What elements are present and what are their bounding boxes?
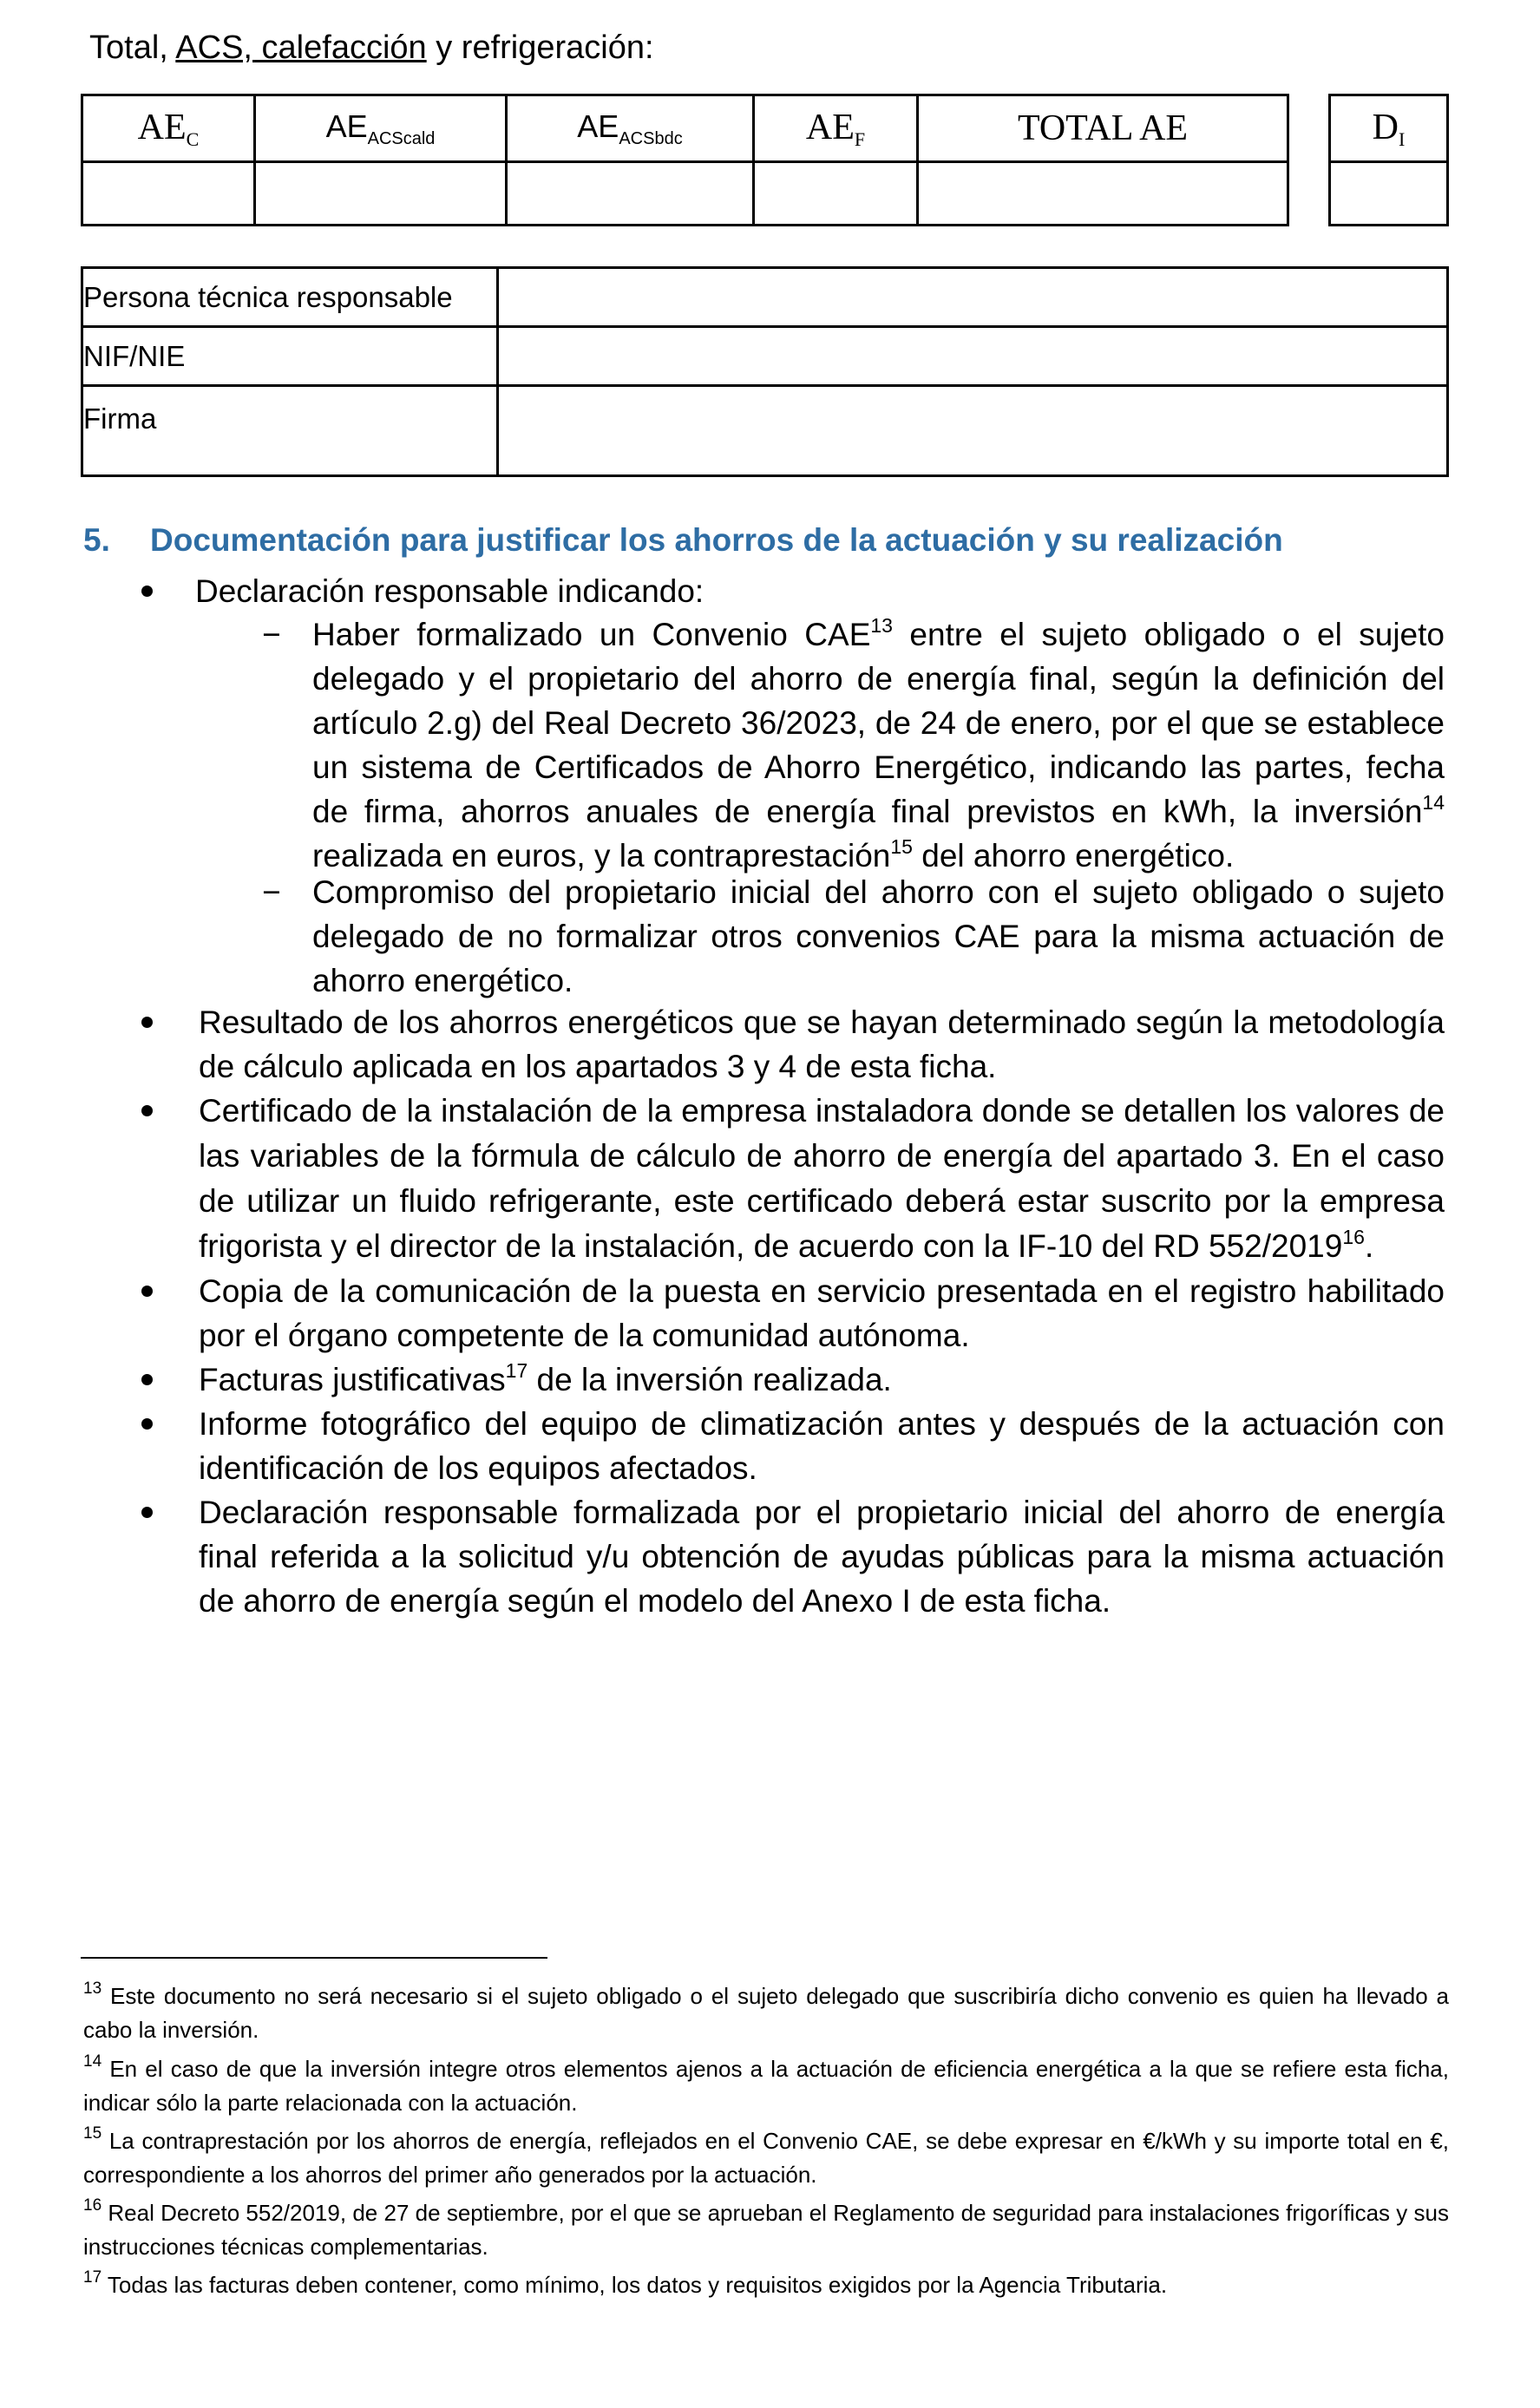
section-number: 5. [83,522,110,558]
bullet-declaration: Declaración responsable indicando: [195,573,704,609]
bullet-dot [141,1507,153,1518]
signature-field[interactable] [498,386,1448,476]
nif-field[interactable] [498,327,1448,386]
bullet-dot [141,586,153,597]
subitem-convenio: Haber formalizado un Convenio CAE$^{13}$ entre el sujeto obligado o el sujeto delegado y el propietario del ahorro de energía final, según la definición del artículo 2.g) del Real Decreto 36/2023, de 24 de enero, por el que se establece un sistema de Certificados de Ahorro Energético, indicando las partes, fecha de firma, ahorros anuales de energía final previstos en kWh, la inversión$^{14}$ realizada en euros, y la contraprestación$^{15}$ del ahorro energético. [312,614,1445,874]
bullet-dot [141,1374,153,1385]
nif-label: NIF/NIE [82,327,498,386]
footnote-16: $^{16}$ Real Decreto 552/2019, de 27 de septiembre, por el que se aprueban el Reglamento de seguridad para instalaciones frigoríficas y sus instrucciones técnicas complementarias. [83,2196,1449,2260]
ae-f-header: $AE_F$ [754,95,918,162]
bullet-dot [141,1418,153,1430]
responsible-field[interactable] [498,268,1448,327]
ae-acsbdc-header: $AE_{ACSbdc}$ [507,95,754,162]
ae-acscald-cell[interactable] [255,162,507,226]
dash-marker: − [262,617,281,652]
footnote-15: $^{15}$ La contraprestación por los ahorros de energía, reflejados en el Convenio CAE, se debe expresar en €/kWh y su importe total en €, correspondiente a los ahorros del primer año generados por la actuación. [83,2124,1449,2188]
bullet-facturas: Facturas justificativas$^{17}$ de la inversión realizada. [199,1359,892,1397]
bullet-dot [141,1105,153,1116]
bullet-dot [141,1017,153,1028]
responsible-label: Persona técnica responsable [82,268,498,327]
ae-table [81,94,1289,226]
footnote-13: $^{13}$ Este documento no será necesario si el sujeto obligado o el sujeto delegado que suscribiría dicho convenio es quien ha llevado a cabo la inversión. [83,1979,1449,2043]
bullet-dot [141,1286,153,1297]
bullet-informe: Informe fotográfico del equipo de climatización antes y después de la actuación con identificación de los equipos afectados. [199,1406,1445,1486]
ae-c-cell[interactable] [82,162,255,226]
footnote-14: $^{14}$ En el caso de que la inversión integre otros elementos ajenos a la actuación de eficiencia energética a la que se refiere esta ficha, indicar sólo la parte relacionada con la actuación. [83,2052,1449,2116]
dash-marker: − [262,874,281,910]
footnote-17: $^{17}$ Todas las facturas deben contener, como mínimo, los datos y requisitos exigidos por la Agencia Tributaria. [83,2268,1168,2298]
di-table [1328,94,1449,226]
ae-f-cell[interactable] [754,162,918,226]
ae-c-header: $AE_C$ [82,95,255,162]
bullet-declaracion-ayudas: Declaración responsable formalizada por el propietario inicial del ahorro de energía final referida a la solicitud y/u obtención de ayudas públicas para la misma actuación de ahorro de energía según el modelo del Anexo I de esta ficha. [199,1495,1445,1619]
total-ae-header: TOTAL AE [918,95,1288,162]
bullet-resultado: Resultado de los ahorros energéticos que se hayan determinado según la metodología de cálculo aplicada en los apartados 3 y 4 de esta ficha. [199,1004,1445,1084]
bullet-copia: Copia de la comunicación de la puesta en servicio presentada en el registro habilitado por el órgano competente de la comunidad autónoma. [199,1273,1445,1353]
responsible-table [81,266,1449,477]
total-heading: Total, ACS, calefacción y refrigeración: [89,29,654,66]
subitem-compromiso: Compromiso del propietario inicial del ahorro con el sujeto obligado o sujeto delegado de no formalizar otros convenios CAE para la misma actuación de ahorro energético. [312,874,1445,998]
footnote-separator [81,1957,547,1959]
bullet-certificado: Certificado de la instalación de la empresa instaladora donde se detallen los valores de las variables de la fórmula de cálculo de ahorro de energía del apartado 3. En el caso de utilizar un fluido refrigerante, este certificado deberá estar suscrito por la empresa frigorista y el director de la instalación, de acuerdo con la IF-10 del RD 552/2019$^{16}$. [199,1093,1445,1264]
section-title: Documentación para justificar los ahorros de la actuación y su realización [150,522,1283,558]
ae-acsbdc-cell[interactable] [507,162,754,226]
signature-label: Firma [82,386,498,476]
di-cell[interactable] [1330,162,1448,226]
total-ae-cell[interactable] [918,162,1288,226]
ae-acscald-header: $AE_{ACScald}$ [255,95,507,162]
di-header: $D_I$ [1330,95,1448,162]
